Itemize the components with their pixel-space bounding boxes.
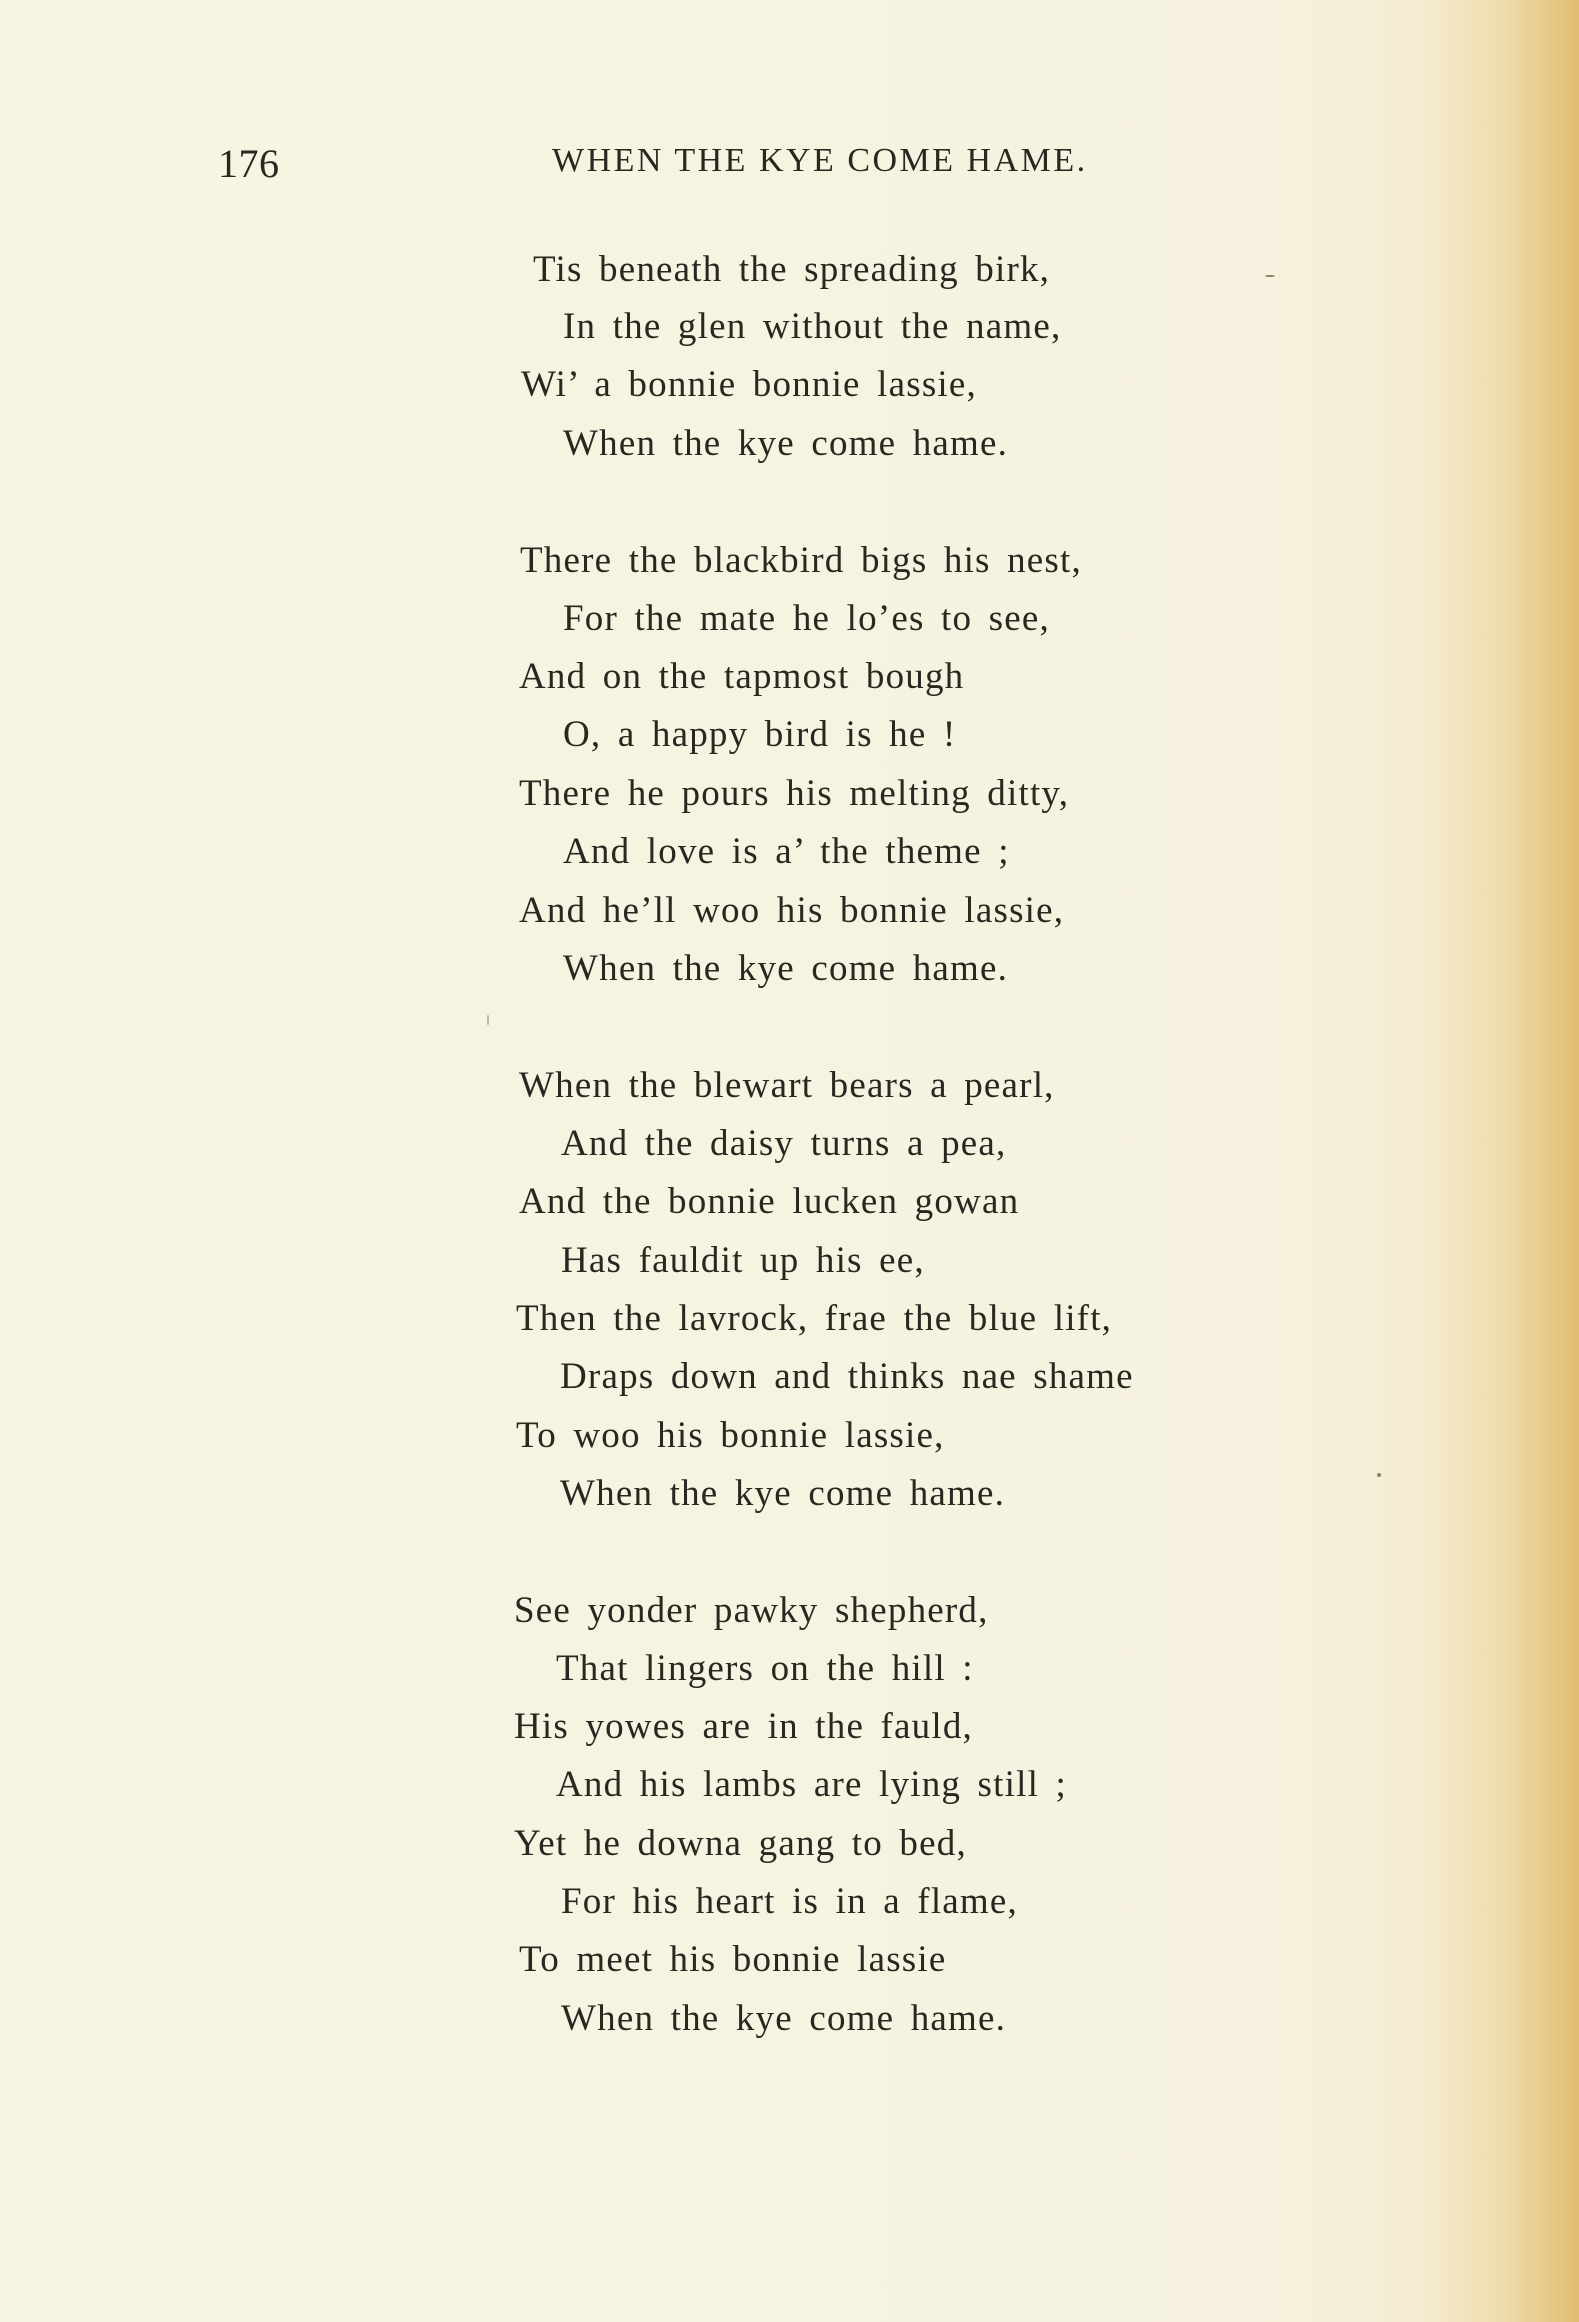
poem-line: O, a happy bird is he ! (563, 714, 957, 755)
poem-line: And his lambs are lying still ; (556, 1764, 1068, 1805)
poem-line: For his heart is in a flame, (561, 1881, 1018, 1922)
poem-line: Then the lavrock, frae the blue lift, (516, 1298, 1113, 1339)
poem-line: When the kye come hame. (560, 1473, 1006, 1514)
poem-line: His yowes are in the fauld, (514, 1706, 974, 1747)
poem-line: In the glen without the name, (563, 306, 1062, 347)
poem-line: To meet his bonnie lassie (519, 1939, 947, 1980)
poem-line: Yet he downa gang to bed, (514, 1823, 967, 1864)
poem-line: When the blewart bears a pearl, (519, 1065, 1055, 1106)
poem-line: When the kye come hame. (561, 1998, 1007, 2039)
poem-line: There the blackbird bigs his nest, (520, 540, 1082, 581)
poem-line: See yonder pawky shepherd, (514, 1590, 989, 1631)
paper-speck (1265, 275, 1275, 277)
poem-line: Wi’ a bonnie bonnie lassie, (521, 364, 977, 405)
paper-speck (1377, 1473, 1381, 1477)
poem-line: Tis beneath the spreading birk, (533, 249, 1051, 290)
poem-line: Has fauldit up his ee, (561, 1240, 925, 1281)
page-number: 176 (218, 141, 280, 186)
poem-line: There he pours his melting ditty, (519, 773, 1070, 814)
paper-speck (487, 1015, 489, 1025)
poem-line: For the mate he lo’es to see, (563, 598, 1050, 639)
poem-line: And love is a’ the theme ; (563, 831, 1010, 872)
poem-line: That lingers on the hill : (556, 1648, 974, 1689)
poem-line: And the daisy turns a pea, (561, 1123, 1007, 1164)
poem-line: And on the tapmost bough (519, 656, 965, 697)
poem-line: Draps down and thinks nae shame (560, 1356, 1134, 1397)
poem-line: When the kye come hame. (563, 423, 1009, 464)
running-title: WHEN THE KYE COME HAME. (552, 142, 1088, 179)
poem-line: When the kye come hame. (563, 948, 1009, 989)
poem-line: To woo his bonnie lassie, (516, 1415, 945, 1456)
poem-line: And the bonnie lucken gowan (519, 1181, 1020, 1222)
poem-line: And he’ll woo his bonnie lassie, (519, 890, 1065, 931)
